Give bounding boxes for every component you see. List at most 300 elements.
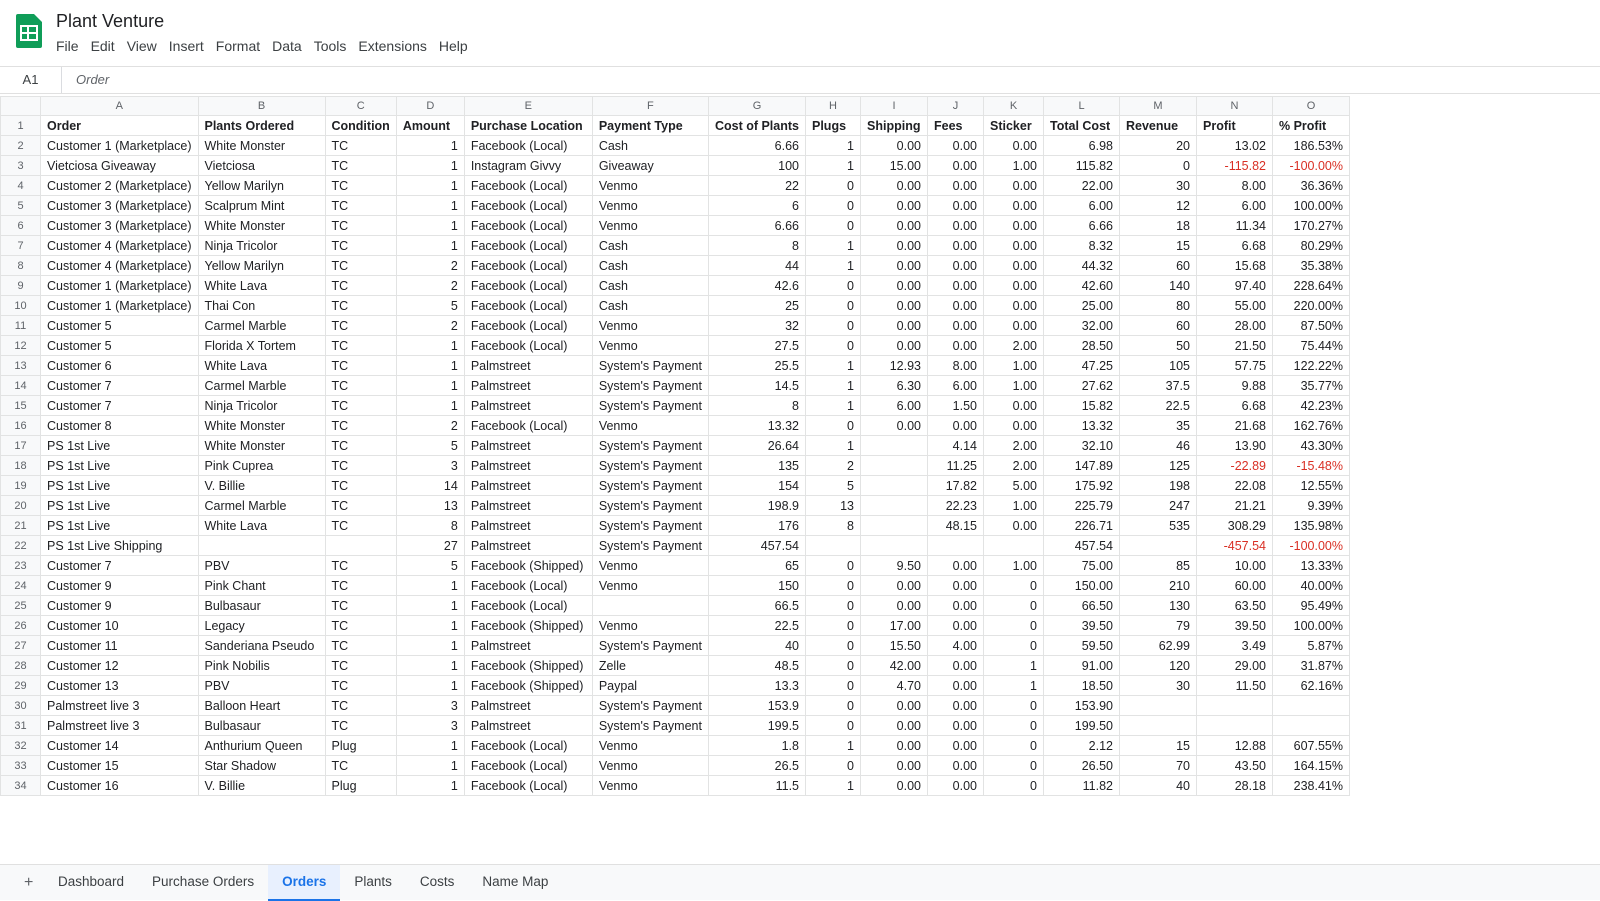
cell[interactable]: 0 — [984, 596, 1044, 616]
cell[interactable]: 2 — [396, 416, 464, 436]
cell[interactable]: 37.5 — [1120, 376, 1197, 396]
cell[interactable]: 75.44% — [1273, 336, 1350, 356]
add-sheet-icon[interactable]: + — [24, 874, 34, 891]
cell[interactable]: White Monster — [198, 416, 325, 436]
cell[interactable]: 85 — [1120, 556, 1197, 576]
tab-name-map[interactable]: Name Map — [482, 874, 549, 889]
cell[interactable]: 0.00 — [861, 236, 928, 256]
cell[interactable]: 5 — [806, 476, 861, 496]
cell[interactable]: 0.00 — [861, 216, 928, 236]
cell[interactable]: PS 1st Live — [41, 496, 199, 516]
cell[interactable]: 176 — [708, 516, 805, 536]
cell[interactable]: 1 — [396, 676, 464, 696]
cell[interactable]: 70 — [1120, 756, 1197, 776]
row-header[interactable]: 23 — [1, 556, 41, 576]
cell[interactable]: 0 — [806, 756, 861, 776]
cell[interactable]: 62.99 — [1120, 636, 1197, 656]
cell[interactable]: 0.00 — [928, 196, 984, 216]
cell[interactable]: 26.64 — [708, 436, 805, 456]
row-header[interactable]: 19 — [1, 476, 41, 496]
cell[interactable]: Yellow Marilyn — [198, 176, 325, 196]
cell[interactable]: TC — [325, 336, 396, 356]
cell[interactable]: TC — [325, 276, 396, 296]
cell[interactable] — [861, 496, 928, 516]
row-header[interactable]: 26 — [1, 616, 41, 636]
cell[interactable]: System's Payment — [592, 476, 708, 496]
cell[interactable]: Venmo — [592, 616, 708, 636]
cell[interactable]: 1 — [396, 736, 464, 756]
cell[interactable]: 1 — [806, 356, 861, 376]
cell[interactable]: 5 — [396, 296, 464, 316]
cell[interactable]: TC — [325, 416, 396, 436]
cell[interactable]: 135 — [708, 456, 805, 476]
cell[interactable]: TC — [325, 256, 396, 276]
cell[interactable]: 0.00 — [928, 156, 984, 176]
cell[interactable]: System's Payment — [592, 396, 708, 416]
cell[interactable] — [1197, 696, 1273, 716]
cell[interactable]: 62.16% — [1273, 676, 1350, 696]
cell[interactable]: 55.00 — [1197, 296, 1273, 316]
cell[interactable]: V. Billie — [198, 776, 325, 796]
cell[interactable]: 40.00% — [1273, 576, 1350, 596]
cell[interactable]: 1.00 — [984, 376, 1044, 396]
cell[interactable]: 79 — [1120, 616, 1197, 636]
cell[interactable]: Customer 1 (Marketplace) — [41, 136, 199, 156]
cell[interactable]: 607.55% — [1273, 736, 1350, 756]
cell[interactable]: TC — [325, 396, 396, 416]
cell[interactable]: Venmo — [592, 736, 708, 756]
cell[interactable]: 115.82 — [1044, 156, 1120, 176]
cell[interactable]: Facebook (Local) — [464, 136, 592, 156]
document-title[interactable]: Plant Venture — [56, 11, 165, 31]
cell[interactable]: 130 — [1120, 596, 1197, 616]
cell[interactable]: 105 — [1120, 356, 1197, 376]
cell[interactable]: 0 — [984, 716, 1044, 736]
cell[interactable]: Palmstreet — [464, 476, 592, 496]
cell[interactable]: 0 — [806, 336, 861, 356]
cell[interactable]: Venmo — [592, 556, 708, 576]
cell[interactable]: Facebook (Shipped) — [464, 556, 592, 576]
cell[interactable]: Cash — [592, 296, 708, 316]
cell[interactable]: 457.54 — [1044, 536, 1120, 556]
cell[interactable]: 6.00 — [928, 376, 984, 396]
cell[interactable] — [861, 476, 928, 496]
cell[interactable]: 30 — [1120, 676, 1197, 696]
cell[interactable]: Facebook (Local) — [464, 316, 592, 336]
cell[interactable]: 0 — [984, 616, 1044, 636]
cell[interactable]: 0.00 — [861, 276, 928, 296]
cell[interactable]: TC — [325, 156, 396, 176]
cell[interactable]: Facebook (Local) — [464, 416, 592, 436]
row-header[interactable]: 22 — [1, 536, 41, 556]
cell[interactable]: 0.00 — [984, 416, 1044, 436]
cell[interactable]: 0 — [806, 716, 861, 736]
row-header[interactable]: 8 — [1, 256, 41, 276]
menu-format[interactable]: Format — [215, 38, 261, 54]
cell[interactable]: Facebook (Local) — [464, 236, 592, 256]
cell[interactable]: 42.6 — [708, 276, 805, 296]
cell[interactable]: 3 — [396, 696, 464, 716]
cell[interactable]: 0 — [806, 616, 861, 636]
cell[interactable]: 164.15% — [1273, 756, 1350, 776]
cell[interactable] — [1273, 696, 1350, 716]
column-header-b[interactable]: B — [198, 97, 325, 116]
cell[interactable] — [984, 536, 1044, 556]
cell[interactable]: 11.82 — [1044, 776, 1120, 796]
cell[interactable]: System's Payment — [592, 516, 708, 536]
cell[interactable]: TC — [325, 576, 396, 596]
cell[interactable]: 18 — [1120, 216, 1197, 236]
cell[interactable]: 43.50 — [1197, 756, 1273, 776]
cell[interactable]: Customer 4 (Marketplace) — [41, 236, 199, 256]
cell[interactable]: 1 — [396, 576, 464, 596]
cell[interactable]: 162.76% — [1273, 416, 1350, 436]
cell[interactable]: 22 — [708, 176, 805, 196]
cell[interactable]: 31.87% — [1273, 656, 1350, 676]
cell[interactable]: 8 — [708, 236, 805, 256]
cell[interactable]: Customer 11 — [41, 636, 199, 656]
cell[interactable]: 4.00 — [928, 636, 984, 656]
cell[interactable]: 1 — [806, 396, 861, 416]
cell[interactable]: Balloon Heart — [198, 696, 325, 716]
cell[interactable]: V. Billie — [198, 476, 325, 496]
cell[interactable]: Pink Cuprea — [198, 456, 325, 476]
cell[interactable]: Venmo — [592, 756, 708, 776]
cell[interactable]: Payment Type — [592, 116, 708, 136]
cell[interactable]: 2 — [396, 276, 464, 296]
cell[interactable]: 0 — [984, 576, 1044, 596]
cell[interactable]: TC — [325, 616, 396, 636]
cell[interactable]: Sanderiana Pseudo — [198, 636, 325, 656]
cell[interactable]: 0.00 — [928, 616, 984, 636]
cell[interactable]: Customer 3 (Marketplace) — [41, 196, 199, 216]
column-header-n[interactable]: N — [1197, 97, 1273, 116]
row-header[interactable]: 24 — [1, 576, 41, 596]
cell[interactable]: Venmo — [592, 176, 708, 196]
cell[interactable]: 6.00 — [1044, 196, 1120, 216]
cell[interactable]: 9.88 — [1197, 376, 1273, 396]
tab-dashboard[interactable]: Dashboard — [58, 874, 125, 889]
cell[interactable]: Customer 9 — [41, 596, 199, 616]
cell[interactable]: 3 — [396, 456, 464, 476]
cell[interactable]: 8.00 — [1197, 176, 1273, 196]
cell[interactable]: Sticker — [984, 116, 1044, 136]
cell[interactable]: 6.68 — [1197, 396, 1273, 416]
cell[interactable]: 57.75 — [1197, 356, 1273, 376]
cell[interactable]: 35 — [1120, 416, 1197, 436]
cell[interactable]: Ninja Tricolor — [198, 236, 325, 256]
cell[interactable]: 1.50 — [928, 396, 984, 416]
cell[interactable]: 35.77% — [1273, 376, 1350, 396]
cell[interactable]: 1 — [984, 656, 1044, 676]
cell[interactable]: 0.00 — [861, 736, 928, 756]
cell[interactable]: 1 — [806, 236, 861, 256]
cell[interactable]: 1.8 — [708, 736, 805, 756]
cell[interactable]: 50 — [1120, 336, 1197, 356]
cell[interactable]: Venmo — [592, 196, 708, 216]
cell[interactable]: 0.00 — [861, 196, 928, 216]
cell[interactable]: 25 — [708, 296, 805, 316]
column-header-d[interactable]: D — [396, 97, 464, 116]
cell[interactable]: 0.00 — [928, 776, 984, 796]
cell[interactable]: White Lava — [198, 356, 325, 376]
cell[interactable]: 5 — [396, 436, 464, 456]
row-header[interactable]: 21 — [1, 516, 41, 536]
cell[interactable]: 6.66 — [708, 216, 805, 236]
cell[interactable]: Condition — [325, 116, 396, 136]
row-header[interactable]: 28 — [1, 656, 41, 676]
cell[interactable]: 0 — [806, 176, 861, 196]
cell[interactable]: 0.00 — [928, 716, 984, 736]
cell[interactable]: 0 — [806, 416, 861, 436]
cell[interactable]: 0.00 — [928, 276, 984, 296]
cell[interactable]: 22.00 — [1044, 176, 1120, 196]
cell[interactable]: 0.00 — [928, 256, 984, 276]
cell[interactable]: 75.00 — [1044, 556, 1120, 576]
cell[interactable]: 20 — [1120, 136, 1197, 156]
column-header-c[interactable]: C — [325, 97, 396, 116]
row-header[interactable]: 7 — [1, 236, 41, 256]
cell[interactable]: -100.00% — [1273, 156, 1350, 176]
cell[interactable]: 220.00% — [1273, 296, 1350, 316]
cell[interactable]: 1 — [396, 756, 464, 776]
cell[interactable]: Customer 5 — [41, 316, 199, 336]
cell[interactable]: Cash — [592, 136, 708, 156]
cell[interactable]: Palmstreet — [464, 436, 592, 456]
cell[interactable]: Venmo — [592, 316, 708, 336]
cell[interactable]: Star Shadow — [198, 756, 325, 776]
cell[interactable]: 100.00% — [1273, 196, 1350, 216]
cell[interactable]: Legacy — [198, 616, 325, 636]
cell[interactable]: 14.5 — [708, 376, 805, 396]
cell[interactable]: -22.89 — [1197, 456, 1273, 476]
cell[interactable]: 1 — [396, 636, 464, 656]
cell[interactable]: 30 — [1120, 176, 1197, 196]
cell[interactable]: 147.89 — [1044, 456, 1120, 476]
menu-file[interactable]: File — [56, 38, 79, 54]
cell[interactable]: 1 — [806, 156, 861, 176]
column-header-i[interactable]: I — [861, 97, 928, 116]
cell[interactable]: Facebook (Local) — [464, 596, 592, 616]
cell[interactable]: PS 1st Live Shipping — [41, 536, 199, 556]
cell[interactable]: Palmstreet — [464, 356, 592, 376]
cell[interactable]: 1.00 — [984, 556, 1044, 576]
cell[interactable]: -15.48% — [1273, 456, 1350, 476]
cell[interactable]: 4.70 — [861, 676, 928, 696]
cell[interactable]: TC — [325, 356, 396, 376]
cell[interactable]: 15 — [1120, 736, 1197, 756]
cell[interactable]: Palmstreet — [464, 696, 592, 716]
cell[interactable]: 1 — [806, 436, 861, 456]
row-header[interactable]: 2 — [1, 136, 41, 156]
cell[interactable]: 32.10 — [1044, 436, 1120, 456]
cell[interactable]: Facebook (Shipped) — [464, 676, 592, 696]
cell[interactable]: Cash — [592, 276, 708, 296]
cell[interactable]: 39.50 — [1044, 616, 1120, 636]
cell[interactable]: 0 — [806, 636, 861, 656]
cell[interactable]: 0.00 — [928, 676, 984, 696]
cell[interactable]: Facebook (Local) — [464, 736, 592, 756]
cell[interactable]: TC — [325, 296, 396, 316]
cell[interactable]: 225.79 — [1044, 496, 1120, 516]
cell[interactable]: White Lava — [198, 276, 325, 296]
cell[interactable]: 2 — [396, 316, 464, 336]
cell[interactable]: Anthurium Queen — [198, 736, 325, 756]
cell[interactable]: 12.55% — [1273, 476, 1350, 496]
menu-insert[interactable]: Insert — [168, 38, 204, 54]
cell[interactable]: System's Payment — [592, 356, 708, 376]
cell[interactable] — [1120, 716, 1197, 736]
cell[interactable]: 0 — [806, 276, 861, 296]
cell[interactable]: 80 — [1120, 296, 1197, 316]
cell[interactable]: 0.00 — [861, 316, 928, 336]
cell[interactable]: 59.50 — [1044, 636, 1120, 656]
cell[interactable]: 135.98% — [1273, 516, 1350, 536]
cell[interactable]: 3.49 — [1197, 636, 1273, 656]
cell[interactable]: TC — [325, 696, 396, 716]
cell[interactable]: 1 — [396, 336, 464, 356]
cell[interactable]: Pink Chant — [198, 576, 325, 596]
cell[interactable]: PBV — [198, 676, 325, 696]
cell[interactable]: TC — [325, 496, 396, 516]
menu-extensions[interactable]: Extensions — [358, 38, 427, 54]
cell[interactable]: 0 — [806, 576, 861, 596]
cell[interactable]: 1.00 — [984, 496, 1044, 516]
cell[interactable]: 6.00 — [1197, 196, 1273, 216]
cell[interactable]: TC — [325, 716, 396, 736]
cell[interactable]: 3 — [396, 716, 464, 736]
row-header[interactable]: 14 — [1, 376, 41, 396]
cell[interactable]: 0.00 — [984, 396, 1044, 416]
menu-edit[interactable]: Edit — [90, 38, 115, 54]
cell[interactable]: 0 — [806, 296, 861, 316]
cell[interactable]: TC — [325, 556, 396, 576]
cell[interactable]: Giveaway — [592, 156, 708, 176]
cell[interactable]: 0.00 — [861, 416, 928, 436]
column-header-g[interactable]: G — [708, 97, 805, 116]
cell[interactable]: 46 — [1120, 436, 1197, 456]
cell[interactable]: 0 — [984, 636, 1044, 656]
cell[interactable]: 0.00 — [861, 776, 928, 796]
cell[interactable]: TC — [325, 436, 396, 456]
cell[interactable]: 12 — [1120, 196, 1197, 216]
row-header[interactable]: 16 — [1, 416, 41, 436]
cell[interactable]: Palmstreet live 3 — [41, 716, 199, 736]
cell[interactable]: 15.00 — [861, 156, 928, 176]
cell[interactable]: 0.00 — [984, 136, 1044, 156]
cell[interactable]: Palmstreet — [464, 376, 592, 396]
cell[interactable]: Customer 2 (Marketplace) — [41, 176, 199, 196]
cell[interactable]: 48.15 — [928, 516, 984, 536]
cell[interactable]: Facebook (Shipped) — [464, 656, 592, 676]
cell[interactable]: 0 — [806, 216, 861, 236]
cell[interactable]: 0.00 — [928, 336, 984, 356]
row-header[interactable]: 33 — [1, 756, 41, 776]
cell[interactable]: 0.00 — [861, 576, 928, 596]
cell[interactable]: Paypal — [592, 676, 708, 696]
cell[interactable] — [1273, 716, 1350, 736]
cell[interactable]: 28.50 — [1044, 336, 1120, 356]
row-header[interactable]: 13 — [1, 356, 41, 376]
cell[interactable]: 32 — [708, 316, 805, 336]
cell[interactable]: TC — [325, 176, 396, 196]
cell[interactable]: 15 — [1120, 236, 1197, 256]
cell[interactable]: 0.00 — [984, 256, 1044, 276]
cell[interactable]: 1 — [806, 376, 861, 396]
cell[interactable]: Total Cost — [1044, 116, 1120, 136]
cell[interactable]: 22.5 — [1120, 396, 1197, 416]
cell[interactable]: White Monster — [198, 216, 325, 236]
cell[interactable]: Customer 1 (Marketplace) — [41, 296, 199, 316]
column-header-l[interactable]: L — [1044, 97, 1120, 116]
cell[interactable]: -457.54 — [1197, 536, 1273, 556]
cell[interactable]: 0.00 — [984, 316, 1044, 336]
menu-help[interactable]: Help — [438, 38, 468, 54]
row-header[interactable]: 15 — [1, 396, 41, 416]
row-header[interactable]: 11 — [1, 316, 41, 336]
cell[interactable]: 0 — [984, 756, 1044, 776]
cell[interactable]: TC — [325, 236, 396, 256]
cell[interactable]: -115.82 — [1197, 156, 1273, 176]
cell[interactable]: 9.50 — [861, 556, 928, 576]
cell[interactable]: TC — [325, 216, 396, 236]
cell[interactable]: 27.5 — [708, 336, 805, 356]
cell[interactable]: 0.00 — [861, 176, 928, 196]
cell[interactable]: TC — [325, 596, 396, 616]
cell[interactable]: TC — [325, 476, 396, 496]
row-header[interactable]: 27 — [1, 636, 41, 656]
cell[interactable]: 0.00 — [928, 416, 984, 436]
cell[interactable]: 15.68 — [1197, 256, 1273, 276]
cell[interactable]: 120 — [1120, 656, 1197, 676]
cell[interactable]: Vietciosa — [198, 156, 325, 176]
cell[interactable]: 80.29% — [1273, 236, 1350, 256]
cell[interactable]: Plugs — [806, 116, 861, 136]
cell[interactable]: 63.50 — [1197, 596, 1273, 616]
cell[interactable]: 247 — [1120, 496, 1197, 516]
cell[interactable]: Palmstreet live 3 — [41, 696, 199, 716]
cell[interactable]: 2 — [396, 256, 464, 276]
cell[interactable]: System's Payment — [592, 696, 708, 716]
cell[interactable]: Facebook (Shipped) — [464, 616, 592, 636]
cell[interactable]: 13.32 — [708, 416, 805, 436]
cell[interactable]: 95.49% — [1273, 596, 1350, 616]
cell[interactable]: White Lava — [198, 516, 325, 536]
cell[interactable]: 2.12 — [1044, 736, 1120, 756]
cell[interactable]: 0 — [806, 696, 861, 716]
cell[interactable]: Bulbasaur — [198, 596, 325, 616]
cell[interactable]: 87.50% — [1273, 316, 1350, 336]
tab-purchase-orders[interactable]: Purchase Orders — [152, 874, 255, 889]
cell[interactable]: 0.00 — [928, 656, 984, 676]
cell[interactable]: Carmel Marble — [198, 316, 325, 336]
cell[interactable]: System's Payment — [592, 636, 708, 656]
cell[interactable]: System's Payment — [592, 496, 708, 516]
sheets-logo-icon[interactable] — [16, 14, 42, 48]
cell[interactable]: Facebook (Local) — [464, 296, 592, 316]
cell[interactable]: Amount — [396, 116, 464, 136]
cell[interactable]: 100.00% — [1273, 616, 1350, 636]
tab-costs[interactable]: Costs — [419, 874, 455, 889]
cell[interactable]: 22.23 — [928, 496, 984, 516]
cell[interactable] — [861, 456, 928, 476]
cell[interactable]: 0 — [806, 656, 861, 676]
cell[interactable]: Palmstreet — [464, 456, 592, 476]
cell[interactable]: TC — [325, 136, 396, 156]
cell[interactable] — [1197, 716, 1273, 736]
cell[interactable]: Scalprum Mint — [198, 196, 325, 216]
cell[interactable]: 153.90 — [1044, 696, 1120, 716]
